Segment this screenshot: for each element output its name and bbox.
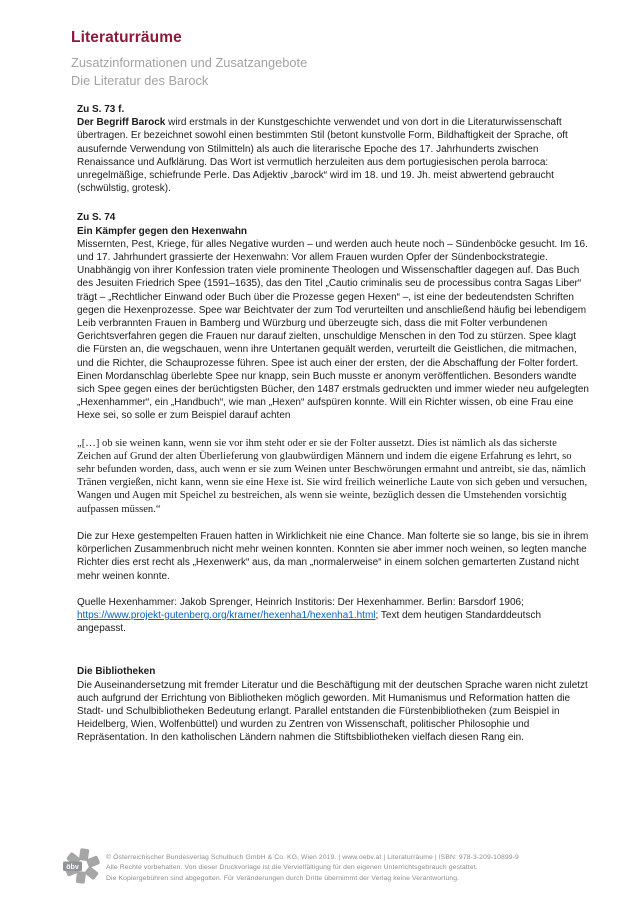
page-title: Literaturräume	[71, 29, 182, 46]
source-suffix: ; Text dem heutigen Standarddeutsch angepasst.	[77, 609, 541, 635]
section-bibliotheken	[77, 665, 590, 744]
oebv-logo-icon	[62, 845, 102, 891]
paragraph-keine-chance: Die zur Hexe gestempelten Frauen hatten in Wirklichkeit nie eine Chance. Man folterte sie so lange, bis sie in ihrem körperlichen Zusammenbruch nicht mehr weinen konnten. Konnten sie aber immer noch weinen, so legten manche Richter dies erst recht als „Hexenwerk“ aus, da man „normalerweise“ in einem solchen gemarterten Zustand nicht mehr weinen konnte.	[77, 530, 589, 582]
section-zu-s-74	[77, 211, 590, 635]
section-heading-zu-s-73: Zu S. 73 f.	[77, 104, 125, 115]
section-heading-zu-s-74: Zu S. 74	[77, 212, 116, 224]
blockquote-hexenhammer: „[…] ob sie weinen kann, wenn sie vor ihm steht oder er sie der Folter aussetzt. Dies ist nämlich als das sicherste Zeichen auf Grund der alten Überlieferung von glaubwürdigen Männern und indem die eigene Erfahrung es lehrt, so sehr befunden worden, dass, auch wenn er sie zum Weinen unter Beschwörungen ermahnt und antreibt, sie das, nämlich Tränen vergießen, nicht kann, wenn sie eine Hexe ist. Sie wird freilich weinerliche Laute von sich geben und versuchen, Wangen und Augen mit Speichel zu bestreichen, als wenn sie weinte, bezüglich dessen die Umstehenden vorsichtig aufpassen müssen.“	[77, 437, 588, 515]
section-subheading-hexenwahn: Ein Kämpfer gegen den Hexenwahn	[77, 225, 248, 237]
imprint-footer	[62, 845, 519, 891]
paragraph-text: wird erstmals in der Kunstgeschichte verwendet und von dort in die Literaturwissenschaft übertragen. Er bezeichnet sowohl einen bestimmten Stil (betont kunstvolle Form, Bildhaftigkeit der Sprache, oft ausufernde Verwendung von Stilmitteln) als auch die literarische Epoche des 17. Jahrhunderts zwischen Renaissance und Aufklärung. Das Wort ist vermutlich herzuleiten aus dem portugiesischen perola barroca: unregelmäßige, schiefrunde Perle. Das Adjektiv „barock“ wird im 18. und 19. Jh. meist abwertend gebraucht (schwülstig, grotesk).	[77, 117, 568, 195]
imprint-line-copyright: © Österreichischer Bundesverlag Schulbuch GmbH & Co. KG, Wien 2019. | www.oebv.at | Literaturräume | ISBN: 978-3-209-10899-9	[106, 854, 519, 861]
bold-lead-der-begriff-barock: Der Begriff Barock	[77, 117, 166, 129]
imprint-line-rights: Alle Rechte vorbehalten. Von dieser Druckvorlage ist die Vervielfältigung für den eigenen Unterrichtsgebrauch gestattet.	[106, 864, 478, 872]
oebv-logo-asterisk	[62, 845, 102, 891]
oebv-logo-text: öbv	[66, 863, 79, 871]
gutenberg-hyperlink[interactable]: https://www.projekt-gutenberg.org/kramer/hexenha1/hexenha1.html	[77, 609, 376, 621]
paragraph-hexenwahn: Missernten, Pest, Kriege, für alles Negative wurden – und werden auch heute noch – Sündenböcke gesucht. Im 16. und 17. Jahrhundert grassierte der Hexenwahn: Vor allem Frauen wurden Opfer der Sündenbockstrategie. Unabhängig von ihrer Konfession traten viele prominente Theologen und Wissenschaftler dagegen auf. Das Buch des Jesuiten Friedrich Spee (1591–1635), das den Titel „Cautio criminalis seu de processibus contra Sagas Liber“ trägt – „Rechtlicher Einwand oder Buch über die Prozesse gegen Hexen“ –, ist eine der bedeutendsten Schriften gegen die Hexenprozesse. Spee war Beichtvater der zum Tod verurteilten und anschließend häufig bei lebendigem Leib verbrannten Frauen in Bamberg und Würzburg und überzeugte sich, dass die mit Folter verbundenen Gerichtsverfahren gegen die Frauen nur darauf zielten, unschuldige Menschen in den Tod zu stürzen. Spee klagt die Fürsten an, die wegschauen, wenn ihre Untertanen gequält werden, verurteilt die Geistlichen, die mitmachen, und die Richter, die Schauprozesse führen. Spee ist auch einer der ersten, der die Abschaffung der Folter fordert. Einen Mordanschlag überlebte Spee nur knapp, sein Buch musste er anonym veröffentlichen. Besonders wandte sich Spee gegen eines der berüchtigsten Bücher, den 1487 erstmals gedruckten und immer wieder neu aufgelegten „Hexenhammer“, ein „Handbuch“, wie man „Hexen“ aufspüren konnte. Will ein Richter wissen, ob eine Frau eine Hexe sei, so solle er zum Beispiel darauf achten	[77, 238, 589, 422]
document-header	[71, 0, 640, 90]
source-prefix: Quelle Hexenhammer: Jakob Sprenger, Heinrich Institoris: Der Hexenhammer. Berlin: Barsdorf 1906;	[77, 596, 524, 608]
paragraph-begriff-barock	[77, 116, 590, 195]
source-citation	[77, 596, 590, 636]
section-zu-s-73	[77, 103, 590, 195]
section-heading-bibliotheken: Die Bibliotheken	[77, 666, 156, 678]
page-subtitle: Zusatzinformationen und Zusatzangebote	[71, 55, 308, 70]
imprint-text	[106, 845, 519, 884]
document-body	[77, 103, 590, 745]
paragraph-bibliotheken: Die Auseinandersetzung mit fremder Literatur und die Beschäftigung mit der deutschen Sprache waren nicht zuletzt auch aufgrund der Errichtung von Bibliotheken möglich geworden. Mit Humanismus und Reformation hatten die Stadt- und Schulbibliotheken Bedeutung erlangt. Parallel entstanden die Fürstenbibliotheken (zum Beispiel in Heidelberg, Wien, Wolfenbüttel) und wurden zu Zentren von Wissenschaft, politischer Philosophie und Repräsentation. In den katholischen Ländern nahmen die Stiftsbibliotheken vielfach diesen Rang ein.	[77, 679, 588, 744]
imprint-line-fees: Die Kopiergebühren sind abgegolten. Für Veränderungen durch Dritte übernimmt der Verlag keine Verantwortung.	[106, 874, 460, 882]
page-topic: Die Literatur des Barock	[71, 73, 209, 88]
